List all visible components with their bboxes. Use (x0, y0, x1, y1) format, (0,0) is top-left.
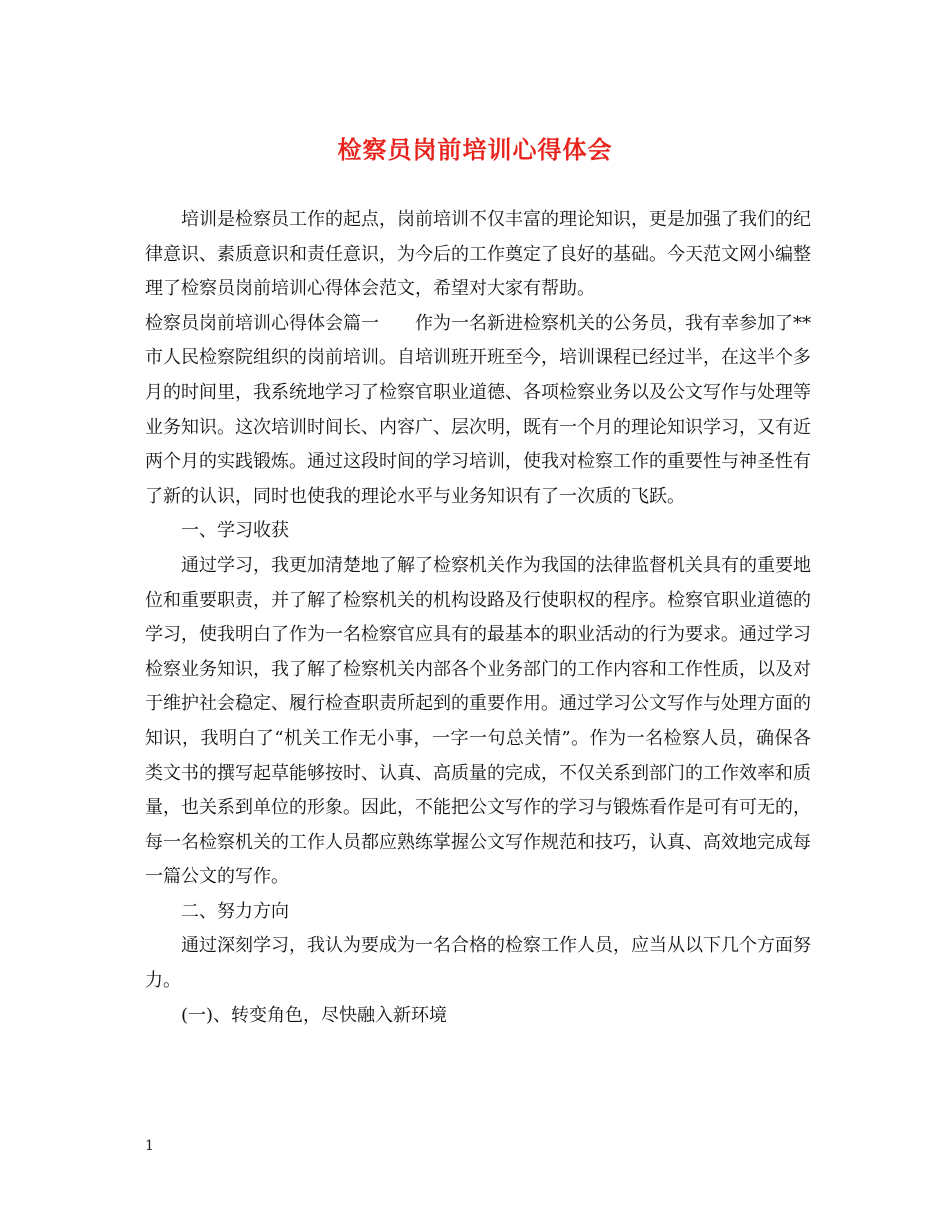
page-number: 1 (145, 1138, 154, 1154)
paragraph-effort-direction: 通过深刻学习，我认为要成为一名合格的检察工作人员，应当从以下几个方面努力。 (145, 935, 811, 992)
paragraph-learning-gains: 通过学习，我更加清楚地了解了检察机关作为我国的法律监督机关具有的重要地位和重要职责，并了解了检察机关的机构设路及行使职权的程序。检察官职业道德的学习，使我明白了作为一名检察官应具有的最基本的职业活动的行为要求。通过学习检察业务知识，我了解了检察机关内部各个业务部门的工作内容和工作性质，以及对于维护社会稳定、履行检查职责所起到的重要作用。通过学习公文写作与处理方面的知识，我明白了“机关工作无小事，一字一句总关情”。作为一名检察人员，确保各类文书的撰写起草能够按时、认真、高质量的完成，不仅关系到部门的工作效率和质量，也关系到单位的形象。因此，不能把公文写作的学习与锻炼看作是可有可无的，每一名检察机关的工作人员都应熟练掌握公文写作规范和技巧，认真、高效地完成每一篇公文的写作。 (145, 554, 811, 888)
paragraph-intro: 培训是检察员工作的起点，岗前培训不仅丰富的理论知识，更是加强了我们的纪律意识、素质意识和责任意识，为今后的工作奠定了良好的基础。今天范文网小编整理了检察员岗前培训心得体会范文，希望对大家有帮助。 (145, 209, 811, 300)
section-heading-effort-direction: 二、努力方向 (181, 900, 289, 922)
paragraph-article-one: 检察员岗前培训心得体会篇一 作为一名新进检察机关的公务员，我有幸参加了**市人民检察院组织的岗前培训。自培训班开班至今，培训课程已经过半，在这半个多月的时间里，我系统地学习了检察官职业道德、各项检察业务以及公文写作与处理等业务知识。这次培训时间长、内容广、层次明，既有一个月的理论知识学习，又有近两个月的实践锻炼。通过这段时间的学习培训，使我对检察工作的重要性与神圣性有了新的认识，同时也使我的理论水平与业务知识有了一次质的飞跃。 (145, 312, 811, 507)
document-title: 检察员岗前培训心得体会 (337, 136, 613, 164)
subsection-heading-role-change: (一)、转变角色，尽快融入新环境 (181, 1004, 448, 1026)
document-body (145, 203, 811, 1033)
section-heading-learning-gains: 一、学习收获 (181, 520, 289, 542)
